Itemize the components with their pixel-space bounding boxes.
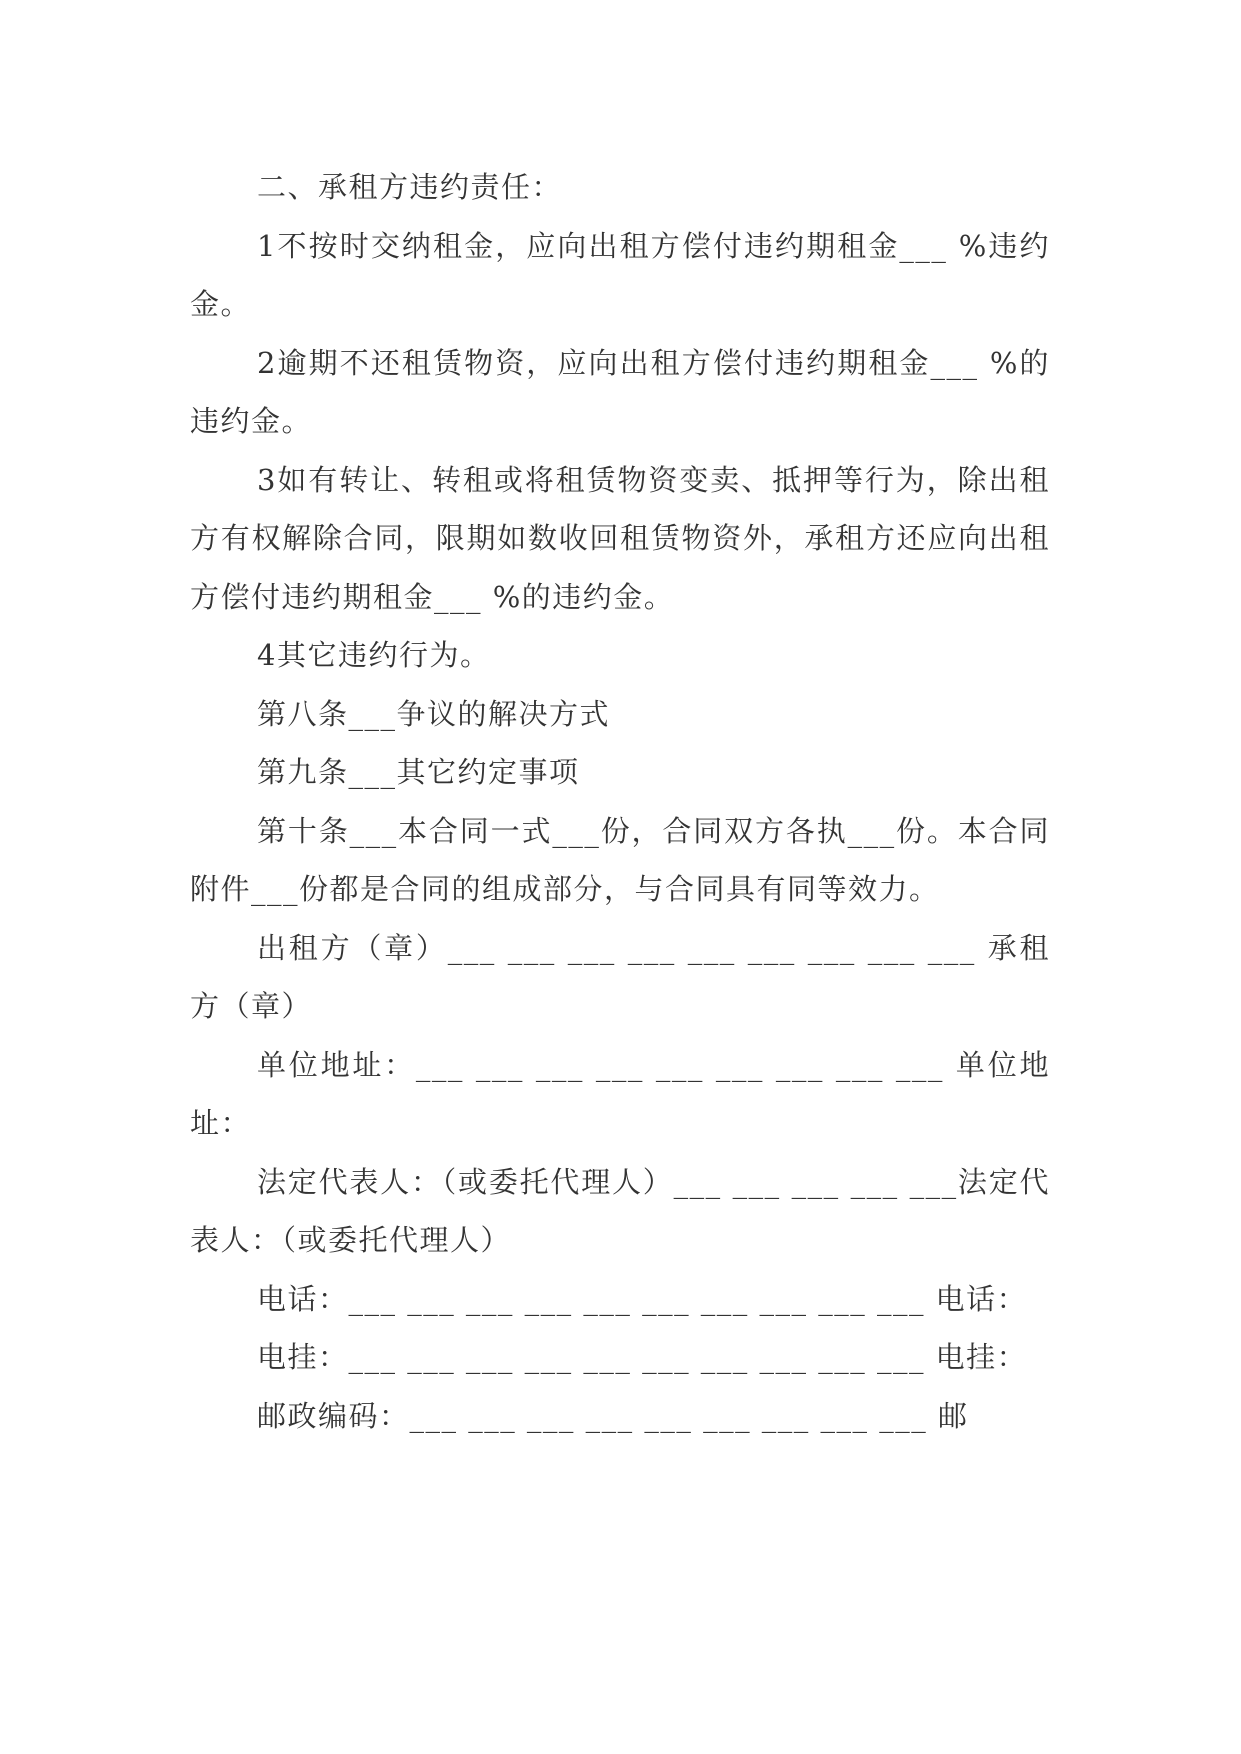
- clause-other-breach: 4其它违约行为。: [257, 638, 491, 672]
- field-legal-representative: 法定代表人：（或委托代理人）___ ___ ___ ___ ___法定代表人：（或委托代理人）: [190, 1164, 1050, 1257]
- field-address: 单位地址：___ ___ ___ ___ ___ ___ ___ ___ ___ 单位地址：: [190, 1047, 1050, 1140]
- field-postal-code: 邮政编码：___ ___ ___ ___ ___ ___ ___ ___ ___ 邮: [257, 1398, 969, 1433]
- article-nine-other-terms: 第九条___其它约定事项: [257, 755, 580, 789]
- signature-lessor-lessee: 出租方（章）___ ___ ___ ___ ___ ___ ___ ___ ___ 承租方（章）: [190, 930, 1050, 1023]
- document-body: [190, 158, 1050, 1445]
- field-telegraph: 电挂：___ ___ ___ ___ ___ ___ ___ ___ ___ ___ 电挂：: [257, 1340, 1028, 1374]
- clause-sublease-transfer: 3如有转让、转租或将租赁物资变卖、抵押等行为，除出租方有权解除合同，限期如数收回租赁物资外，承租方还应向出租方偿付违约期租金___ %的违约金。: [190, 462, 1050, 614]
- clause-late-rent: 1不按时交纳租金，应向出租方偿付违约期租金___ %违约金。: [190, 228, 1050, 321]
- clause-overdue-return: 2逾期不还租赁物资，应向出租方偿付违约期租金___ %的违约金。: [190, 345, 1050, 438]
- article-eight-dispute: 第八条___争议的解决方式: [257, 696, 611, 731]
- article-ten-copies: 第十条___本合同一式___份，合同双方各执___份。本合同附件___份都是合同的组成部分，与合同具有同等效力。: [190, 813, 1050, 906]
- section-heading-tenant-liability: 二、承租方违约责任：: [257, 170, 563, 204]
- field-phone: 电话：___ ___ ___ ___ ___ ___ ___ ___ ___ ___ 电话：: [257, 1281, 1028, 1316]
